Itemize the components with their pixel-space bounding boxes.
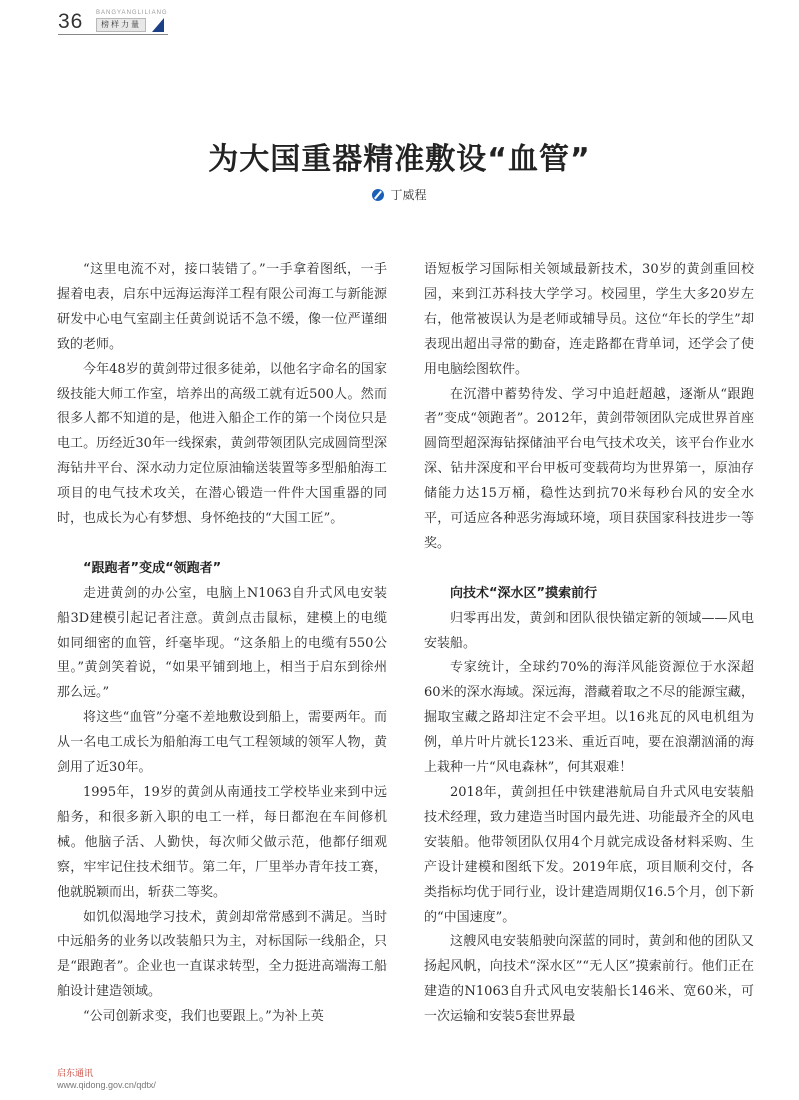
paragraph: 归零再出发，黄剑和团队很快锚定新的领域——风电安装船。 xyxy=(424,610,754,651)
paragraph: 专家统计，全球约70%的海洋风能资源位于水深超60米的深水海域。深远海，潜藏着取之不尽的能源宝藏，掘取宝藏之路却注定不会平坦。以16兆瓦的风电机组为例，单片叶片就长123米、重近百吨，要在浪潮汹涌的海上栽种一片“风电森林”，何其艰难！ xyxy=(424,660,754,776)
paragraph: 将这些“血管”分毫不差地敷设到船上，需要两年。而从一名电工成长为船舶海工电气工程领域的领军人物，黄剑用了近30年。 xyxy=(57,710,387,776)
header-triangle-decoration xyxy=(152,18,164,32)
page-number: 36 xyxy=(58,10,84,33)
paragraph: “公司创新求变，我们也要跟上。”为补上英 xyxy=(83,1009,324,1025)
page-footer xyxy=(57,1069,156,1091)
pen-icon xyxy=(372,189,384,201)
paragraph: 今年48岁的黄剑带过很多徒弟，以他名字命名的国家级技能大师工作室，培养出的高级工就有近500人。然而很多人都不知道的是，他进入船企工作的第一个岗位只是电工。历经近30年一线探索，黄剑带领团队完成圆筒型深海钻井平台、深水动力定位原油输送装置等多型船舶海工项目的电气技术攻关，在潜心锻造一件件大国重器的同时，也成长为心有梦想、身怀绝技的“大国工匠”。 xyxy=(57,361,387,527)
article-column-left xyxy=(57,258,387,1030)
paragraph: 语短板学习国际相关领域最新技术，30岁的黄剑重回校园，来到江苏科技大学学习。校园里，学生大多20岁左右，他常被误认为是老师或辅导员。这位“年长的学生”却表现出超出寻常的勤奋，连走路都在背单词，还学会了使用电脑绘图软件。 xyxy=(424,262,754,377)
article-column-right xyxy=(424,258,754,1030)
publication-url[interactable]: www.qidong.gov.cn/qdtx/ xyxy=(57,1080,156,1090)
paragraph: 走进黄剑的办公室，电脑上N1063自升式风电安装船3D建模引起记者注意。黄剑点击鼠标，建模上的电缆如同细密的血管，纤毫毕现。“这条船上的电缆有550公里。”黄剑笑着说，“如果平铺到地上，相当于启东到徐州那么远。” xyxy=(57,585,387,701)
paragraph: 1995年，19岁的黄剑从南通技工学校毕业来到中远船务，和很多新入职的电工一样，每日都泡在车间修机械。他脑子活、人勤快，每次师父做示范，他都仔细观察，牢牢记住技术细节。第二年，厂里举办青年技工赛，他就脱颖而出，斩获二等奖。 xyxy=(57,785,387,900)
paragraph: 这艘风电安装船驶向深蓝的同时，黄剑和他的团队又扬起风帆，向技术“深水区”“无人区”摸索前行。他们正在建造的N1063自升式风电安装船长146米、宽60米，可一次运输和安装5套世界最 xyxy=(424,934,754,1025)
author-line xyxy=(0,186,799,203)
header-rule xyxy=(58,34,168,35)
author-name: 丁威程 xyxy=(390,188,427,202)
section-name-english: BANGYANGLILIANG xyxy=(96,10,168,16)
subheading: “跟跑者”变成“领跑者” xyxy=(83,560,222,576)
paragraph: 在沉潜中蓄势待发、学习中追赶超越，逐渐从“跟跑者”变成“领跑者”。2012年，黄剑带领团队完成世界首座圆筒型超深海钻探储油平台电气技术攻关，该平台作业水深、钻井深度和平台甲板可变载荷均为世界第一，原油存储能力达15万桶，稳性达到抗70米每秒台风的安全水平，可适应各种恶劣海域环境，项目获国家科技进步一等奖。 xyxy=(424,386,754,551)
subheading: 向技术“深水区”摸索前行 xyxy=(450,585,598,601)
paragraph: 2018年，黄剑担任中铁建港航局自升式风电安装船技术经理，致力建造当时国内最先进、功能最齐全的风电安装船。他带领团队仅用4个月就完成设备材料采购、生产设计建模和图纸下发。2019年底，项目顺利交付，各类指标均优于同行业，设计建造周期仅16.5个月，创下新的“中国速度”。 xyxy=(424,785,754,925)
page-header xyxy=(0,0,799,50)
article-title: 为大国重器精准敷设“血管” xyxy=(208,142,591,178)
paragraph: “这里电流不对，接口装错了。”一手拿着图纸，一手握着电表，启东中远海运海洋工程有限公司海工与新能源研发中心电气室副主任黄剑说话不急不缓，像一位严谨细致的老师。 xyxy=(57,262,387,352)
publication-name: 启东通讯 xyxy=(57,1069,94,1079)
section-label: 榜样力量 xyxy=(96,18,146,32)
paragraph: 如饥似渴地学习技术，黄剑却常常感到不满足。当时中远船务的业务以改装船只为主，对标国际一线船企，只是“跟跑者”。企业也一直谋求转型，全力挺进高端海工船舶设计建造领域。 xyxy=(57,909,387,1000)
